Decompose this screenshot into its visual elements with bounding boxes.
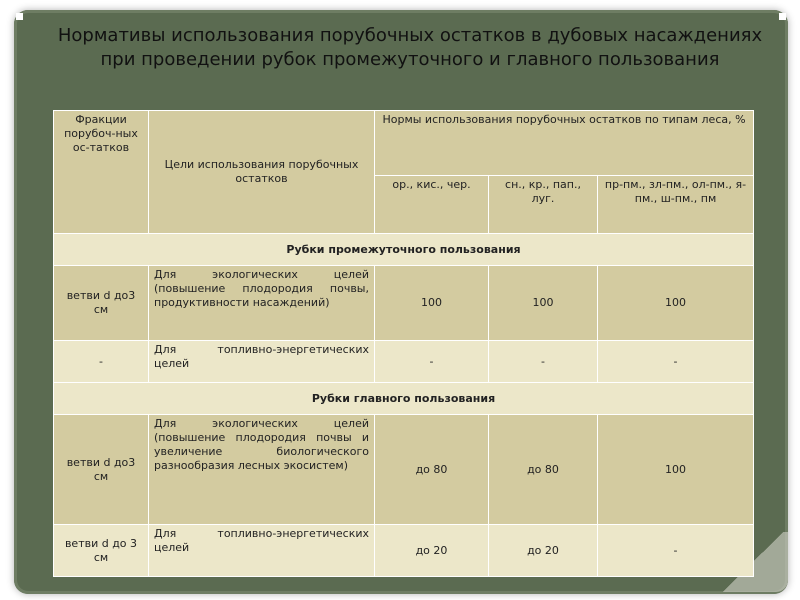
value-cell: - — [598, 525, 754, 577]
table-header-row — [54, 111, 754, 176]
purpose-cell: Для топливно-энергетических целей — [149, 341, 375, 383]
table-row — [54, 341, 754, 383]
header-fractions: Фракции порубоч-ных ос-татков — [54, 111, 149, 234]
corner-square-top-right — [779, 13, 786, 20]
value-cell: до 80 — [489, 415, 598, 525]
value-cell: - — [375, 341, 489, 383]
header-forest-type-1: ор., кис., чер. — [375, 176, 489, 234]
table-row — [54, 266, 754, 341]
purpose-cell: Для экологических целей (повышение плодородия почвы и увеличение биологического разнообразия лесных экосистем) — [149, 415, 375, 525]
header-norms: Нормы использования порубочных остатков по типам леса, % — [375, 111, 754, 176]
value-cell: - — [598, 341, 754, 383]
section-title-intermediate: Рубки промежуточного пользования — [54, 234, 754, 266]
value-cell: 100 — [598, 266, 754, 341]
value-cell: до 80 — [375, 415, 489, 525]
value-cell: 100 — [598, 415, 754, 525]
slide-title: Нормативы использования порубочных остатков в дубовых насаждениях при проведении рубок промежуточного и главного пользования — [57, 25, 763, 70]
header-forest-type-2: сн., кр., пап., луг. — [489, 176, 598, 234]
table-row — [54, 415, 754, 525]
header-purposes: Цели использования порубочных остатков — [149, 111, 375, 234]
value-cell: до 20 — [489, 525, 598, 577]
value-cell: 100 — [489, 266, 598, 341]
header-forest-type-3: пр-пм., зл-пм., ол-пм., я-пм., ш-пм., пм — [598, 176, 754, 234]
value-cell: 100 — [375, 266, 489, 341]
fraction-cell: ветви d до 3 см — [54, 525, 149, 577]
purpose-cell: Для топливно-энергетических целей — [149, 525, 375, 577]
value-cell: - — [489, 341, 598, 383]
purpose-cell: Для экологических целей (повышение плодородия почвы, продуктивности насаждений) — [149, 266, 375, 341]
fraction-cell: ветви d до3 см — [54, 415, 149, 525]
section-title-main: Рубки главного пользования — [54, 383, 754, 415]
norms-table — [53, 110, 754, 577]
table-row — [54, 525, 754, 577]
fraction-cell: ветви d до3 см — [54, 266, 149, 341]
section-row — [54, 383, 754, 415]
fraction-cell: - — [54, 341, 149, 383]
corner-square-top-left — [16, 13, 23, 20]
value-cell: до 20 — [375, 525, 489, 577]
section-row — [54, 234, 754, 266]
